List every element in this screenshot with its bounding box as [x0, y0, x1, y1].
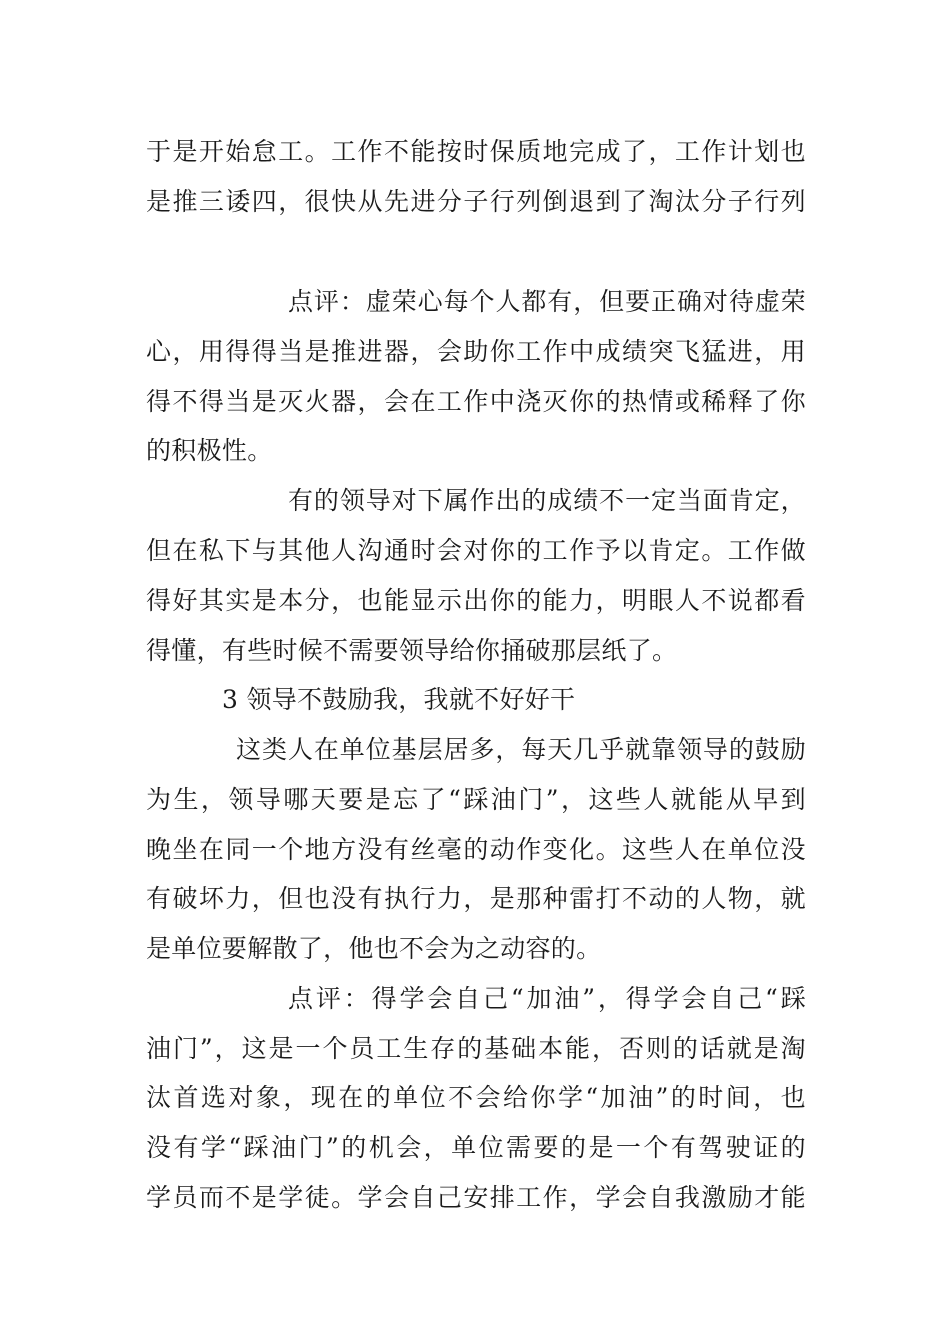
comment-line: 没有学“踩油门”的机会，单位需要的是一个有驾驶证的	[146, 1133, 806, 1162]
paragraph-line: 有的领导对下属作出的成绩不一定当面肯定，	[288, 486, 806, 515]
comment-line: 的积极性。	[146, 436, 273, 465]
comment-line: 得不得当是灭火器，会在工作中浇灭你的热情或稀释了你	[146, 387, 806, 416]
paragraph-line: 有破坏力，但也没有执行力，是那种雷打不动的人物，就	[146, 884, 806, 913]
comment-line: 汰首选对象，现在的单位不会给你学“加油”的时间，也	[146, 1083, 806, 1112]
paragraph-line: 为生，领导哪天要是忘了“踩油门”，这些人就能从早到	[146, 785, 806, 814]
comment-line: 心，用得得当是推进器，会助你工作中成绩突飞猛进，用	[146, 337, 806, 366]
paragraph-line: 得懂，有些时候不需要领导给你捅破那层纸了。	[146, 636, 678, 665]
paragraph-line: 是推三诿四，很快从先进分子行列倒退到了淘汰分子行列	[146, 187, 806, 216]
paragraph-line: 晚坐在同一个地方没有丝毫的动作变化。这些人在单位没	[146, 835, 806, 864]
section-heading: 3 领导不鼓励我，我就不好好干	[222, 685, 576, 714]
paragraph-line: 得好其实是本分，也能显示出你的能力，明眼人不说都看	[146, 586, 806, 615]
paragraph-line: 但在私下与其他人沟通时会对你的工作予以肯定。工作做	[146, 536, 806, 565]
comment-line: 油门”，这是一个员工生存的基础本能，否则的话就是淘	[146, 1034, 806, 1063]
comment-line: 点评：虚荣心每个人都有，但要正确对待虚荣	[288, 287, 806, 316]
paragraph-line: 是单位要解散了，他也不会为之动容的。	[146, 934, 602, 963]
paragraph-line: 于是开始怠工。工作不能按时保质地完成了，工作计划也	[146, 137, 806, 166]
paragraph-line: 这类人在单位基层居多，每天几乎就靠领导的鼓励	[236, 735, 806, 764]
comment-line: 点评：得学会自己“加油”，得学会自己“踩	[288, 984, 806, 1013]
comment-line: 学员而不是学徒。学会自己安排工作，学会自我激励才能	[146, 1183, 806, 1212]
